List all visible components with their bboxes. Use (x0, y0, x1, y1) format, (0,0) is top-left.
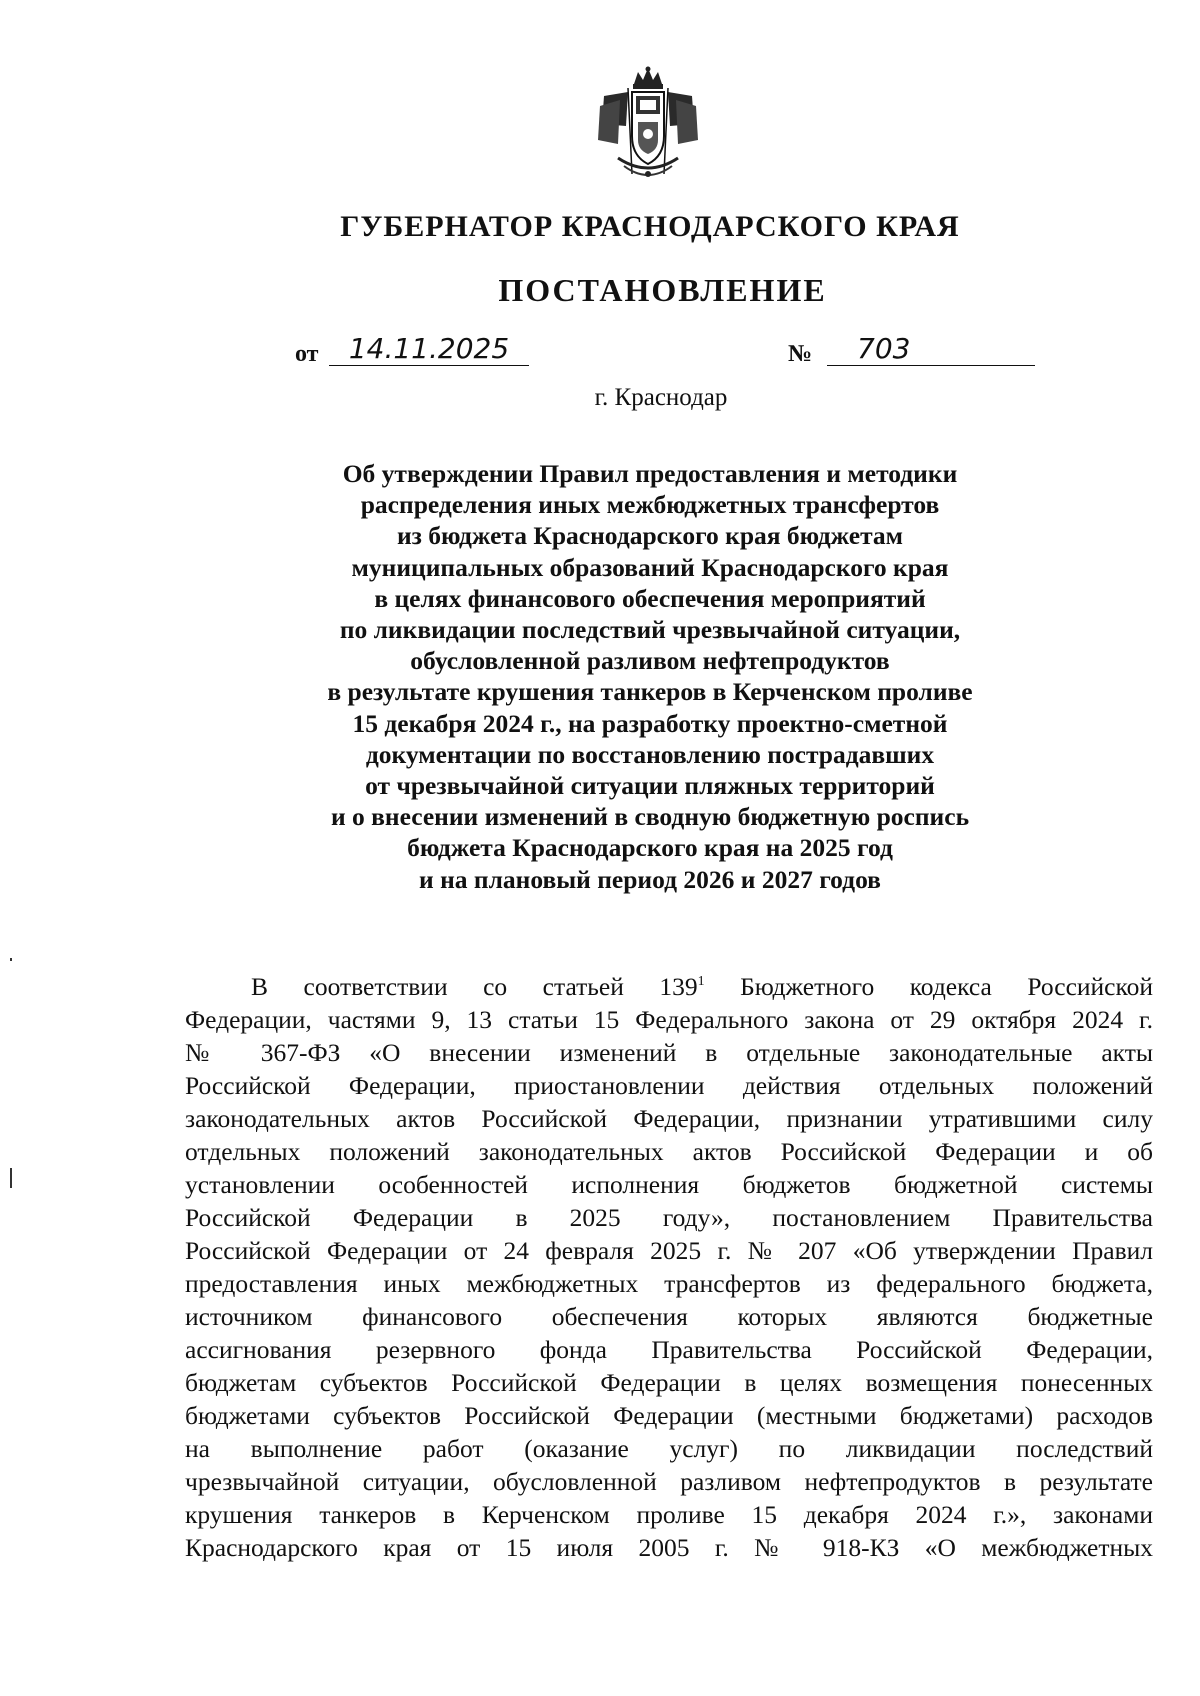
body-line: законодательных актов Российской Федерации, признании утратившими силу (185, 1104, 1153, 1133)
title-line: по ликвидации последствий чрезвычайной ситуации, (339, 615, 961, 645)
date-value: 14.11.2025 (329, 333, 529, 366)
body-line: установлении особенностей исполнения бюджетов бюджетной системы (185, 1170, 1153, 1199)
body-first-line-after: Бюджетного кодекса Российской (704, 972, 1153, 1001)
body-line: Российской Федерации в 2025 году», постановлением Правительства (185, 1203, 1153, 1232)
body-line: ассигнования резервного фонда Правительства Российской Федерации, (185, 1335, 1153, 1364)
date-label: от (295, 341, 319, 367)
title-line: Об утверждении Правил предоставления и методики (342, 459, 958, 488)
title-line: и на плановый период 2026 и 2027 годов (419, 864, 881, 894)
body-line: источником финансового обеспечения которых являются бюджетные (185, 1302, 1153, 1331)
title-line: документации по восстановлению пострадавших (365, 739, 935, 769)
title-line: от чрезвычайной ситуации пляжных территорий (365, 771, 935, 801)
title-line: обусловленной разливом нефтепродуктов (410, 646, 890, 676)
title-line: и о внесении изменений в сводную бюджетную роспись (330, 802, 970, 832)
title-line: в целях финансового обеспечения мероприятий (374, 583, 926, 613)
coat-of-arms-emblem (598, 66, 698, 184)
body-line: Краснодарского края от 15 июля 2005 г. № 918-КЗ «О межбюджетных (185, 1533, 1153, 1562)
city: г. Краснодар (594, 384, 728, 411)
title-line: из бюджета Краснодарского края бюджетам (396, 521, 904, 551)
number-value: 703 (827, 333, 1035, 366)
scan-speck (10, 958, 12, 961)
body-line: Российской Федерации от 24 февраля 2025 г. № 207 «Об утверждении Правил (185, 1236, 1153, 1265)
body-line: № 367-ФЗ «О внесении изменений в отдельные законодательные акты (185, 1038, 1153, 1067)
title-line: бюджета Краснодарского края на 2025 год (407, 833, 893, 863)
document-type: ПОСТАНОВЛЕНИЕ (498, 272, 827, 308)
title-line: в результате крушения танкеров в Керченском проливе (327, 677, 973, 707)
title-line: 15 декабря 2024 г., на разработку проектно-сметной (352, 708, 948, 738)
body-line: отдельных положений законодательных актов Российской Федерации и об (185, 1137, 1153, 1166)
article-superscript: 1 (697, 974, 705, 989)
number-label: № (788, 341, 813, 367)
body-line: предоставления иных межбюджетных трансфертов из федерального бюджета, (185, 1269, 1153, 1298)
body-line: на выполнение работ (оказание услуг) по ликвидации последствий (185, 1434, 1153, 1463)
issuing-authority: ГУБЕРНАТОР КРАСНОДАРСКОГО КРАЯ (340, 210, 960, 243)
body-first-line-before: В соответствии со статьей 139 (251, 972, 698, 1001)
body-line: чрезвычайной ситуации, обусловленной разливом нефтепродуктов в результате (185, 1467, 1153, 1496)
body-first-line (185, 970, 1153, 1003)
body-line: бюджетами субъектов Российской Федерации (местными бюджетами) расходов (185, 1401, 1153, 1430)
date-number-row (295, 333, 1040, 375)
title-line: муниципальных образований Краснодарского края (351, 552, 949, 582)
body-paragraph (185, 970, 1153, 1564)
body-line: бюджетам субъектов Российской Федерации в целях возмещения понесенных (185, 1368, 1153, 1397)
scan-speck (10, 1168, 12, 1188)
body-line: Федерации, частями 9, 13 статьи 15 Федерального закона от 29 октября 2024 г. (185, 1005, 1153, 1034)
document-title (250, 458, 1050, 895)
title-line: распределения иных межбюджетных трансфертов (360, 490, 940, 520)
body-line: крушения танкеров в Керченском проливе 15 декабря 2024 г.», законами (185, 1500, 1153, 1529)
body-line: Российской Федерации, приостановлении действия отдельных положений (185, 1071, 1153, 1100)
